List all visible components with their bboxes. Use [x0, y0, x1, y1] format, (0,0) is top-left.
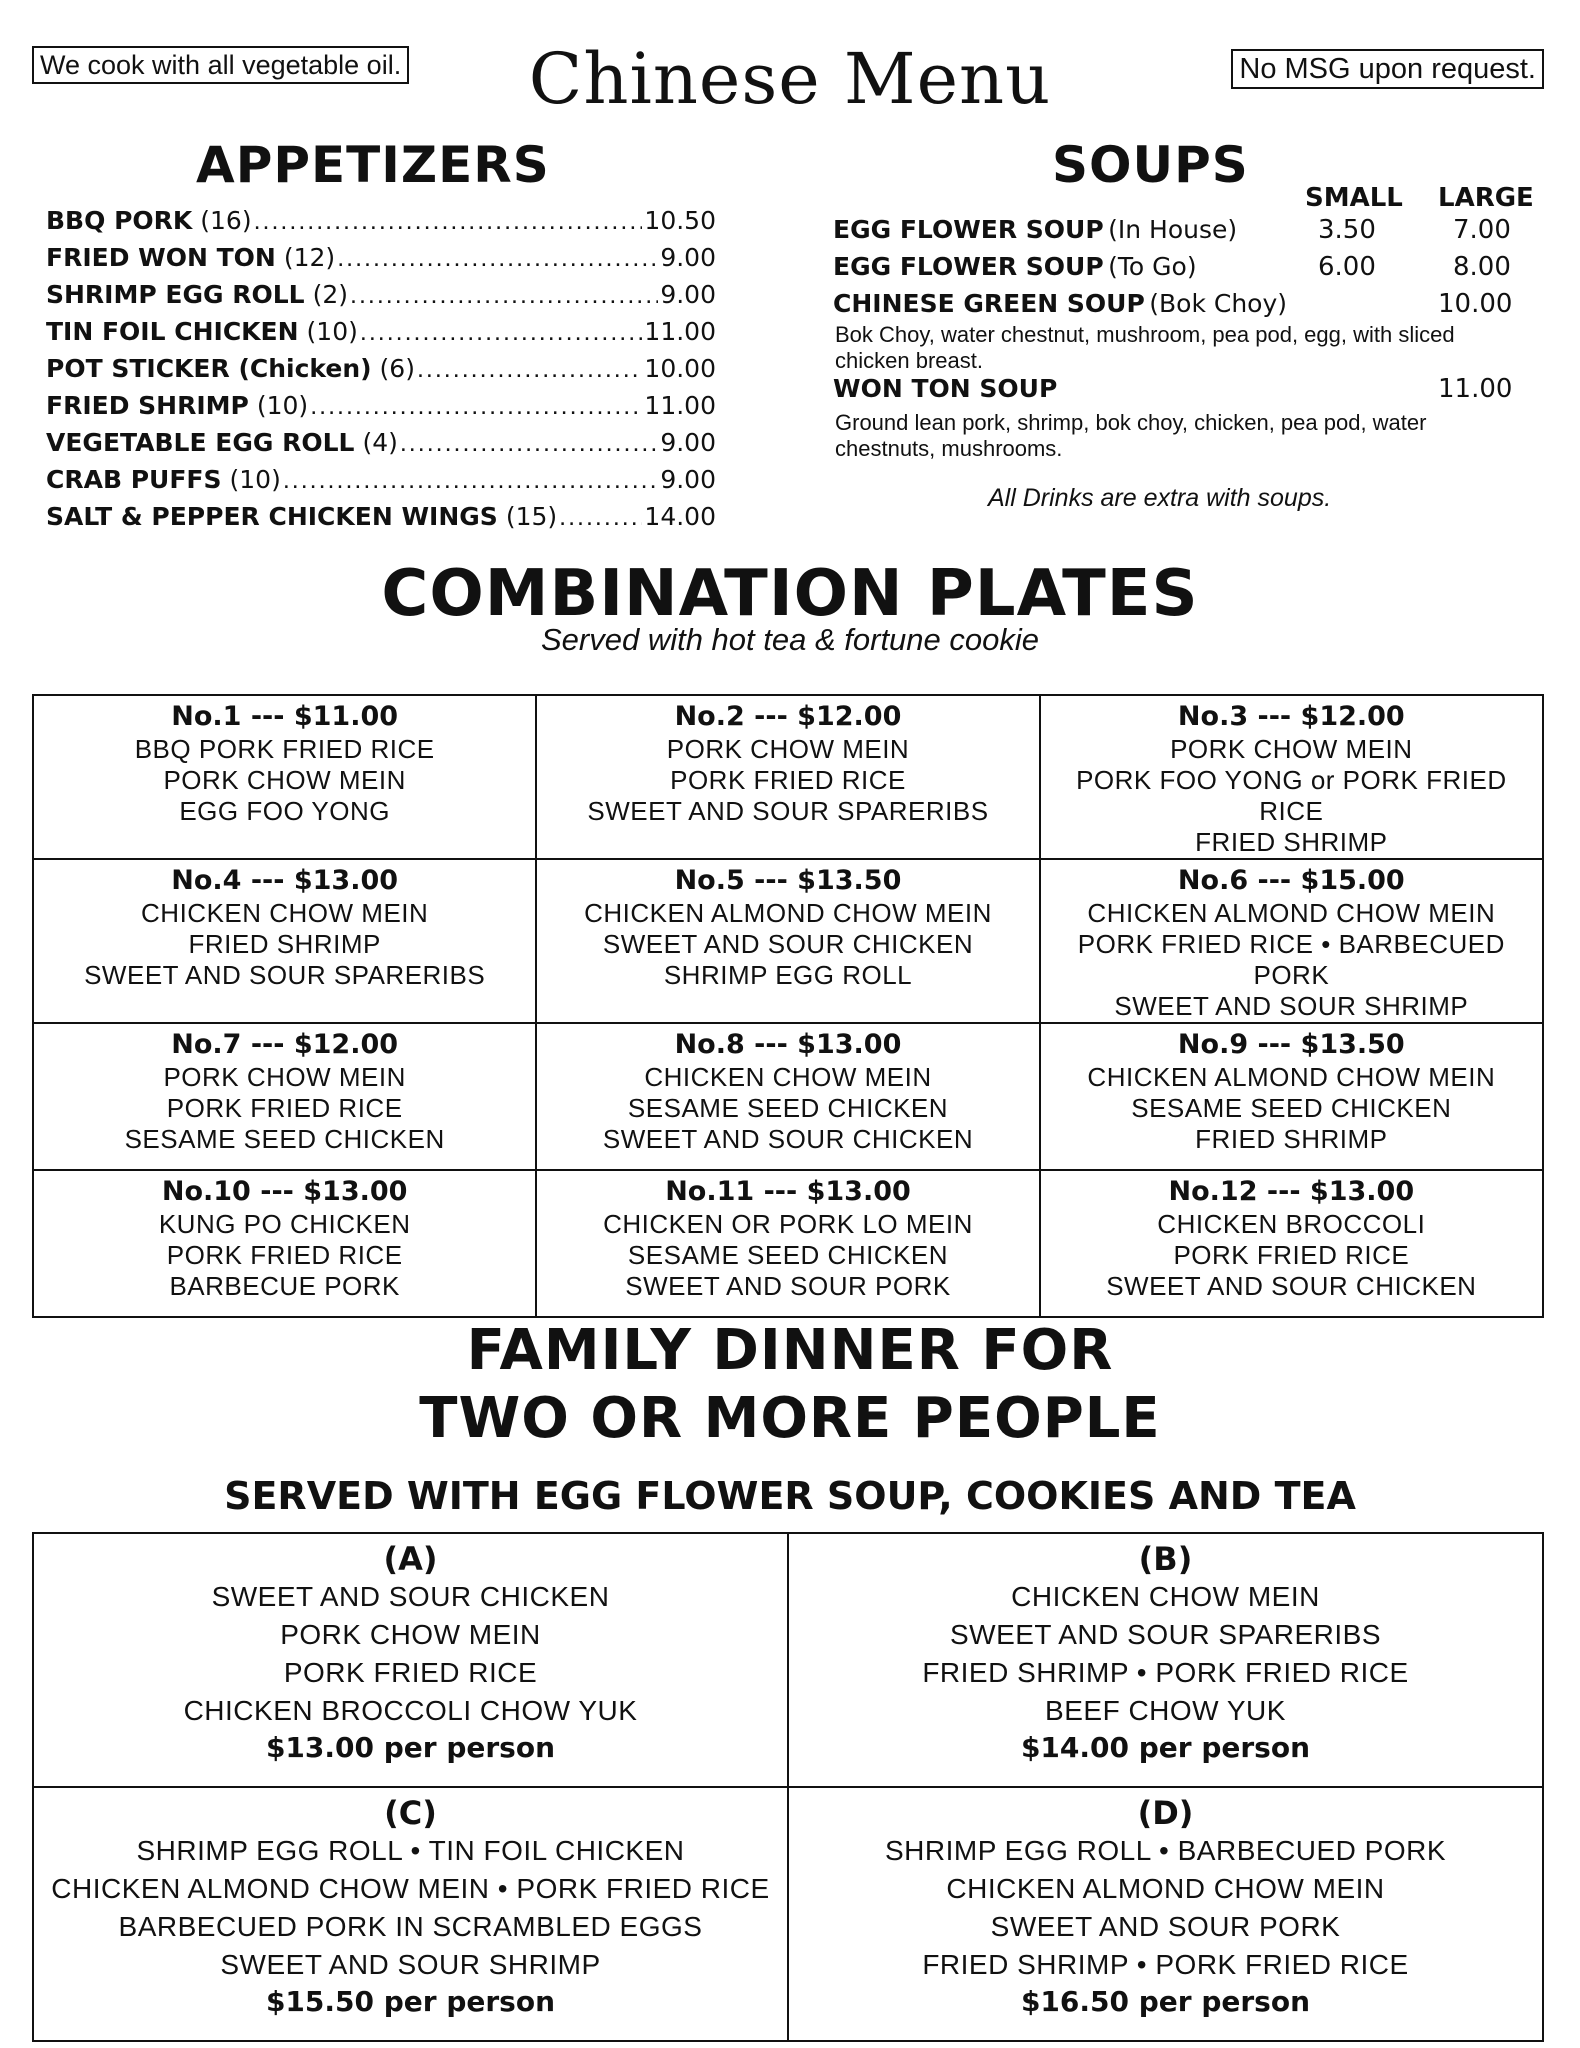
combo-item: SESAME SEED CHICKEN [627, 1093, 949, 1123]
combo-title: No.3 --- $12.00 [1177, 701, 1405, 732]
combo-plate [33, 859, 536, 1023]
appetizers-heading: APPETIZERS [196, 136, 550, 194]
dinner-item: SWEET AND SOUR SHRIMP [220, 1949, 601, 1980]
combo-item: SESAME SEED CHICKEN [627, 1240, 949, 1270]
appetizer-name: POT STICKER (Chicken) [46, 354, 372, 383]
appetizer-row [46, 317, 716, 354]
appetizer-qty: (12) [283, 243, 336, 272]
dot-leader [254, 207, 643, 236]
soup-row [833, 289, 1533, 319]
combo-item: KUNG PO CHICKEN [158, 1209, 411, 1239]
combo-title: No.5 --- $13.50 [674, 865, 902, 896]
dinner-item: PORK FRIED RICE [283, 1657, 538, 1688]
no-msg-note: No MSG upon request. [1231, 49, 1544, 89]
combo-item: SESAME SEED CHICKEN [1131, 1093, 1452, 1123]
large-column-header: LARGE [1438, 183, 1534, 213]
appetizer-qty: (10) [229, 465, 281, 494]
combo-item: PORK FRIED RICE [166, 1240, 403, 1270]
combo-title: No.8 --- $13.00 [674, 1029, 902, 1060]
appetizer-list [46, 206, 716, 539]
combo-title: No.12 --- $13.00 [1168, 1176, 1415, 1207]
combo-item: PORK FRIED RICE [166, 1093, 403, 1123]
combo-item: FRIED SHRIMP [1195, 827, 1388, 857]
dinner-price: $15.50 per person [265, 1985, 556, 2018]
dinner-label: (C) [384, 1794, 437, 1832]
appetizer-name: CRAB PUFFS [46, 465, 222, 494]
appetizer-price: 11.00 [644, 317, 716, 346]
appetizer-price: 14.00 [644, 502, 716, 531]
combination-subheading: Served with hot tea & fortune cookie [540, 622, 1039, 657]
combo-title: No.1 --- $11.00 [171, 701, 399, 732]
small-column-header: SMALL [1305, 183, 1403, 213]
appetizer-price: 9.00 [660, 465, 716, 494]
dinner-label: (A) [383, 1540, 438, 1578]
appetizer-row [46, 465, 716, 502]
soup-large-price: 8.00 [1453, 252, 1511, 282]
family-dinner [788, 1787, 1543, 2041]
dinner-item: SWEET AND SOUR CHICKEN [211, 1581, 610, 1612]
soup-price: 10.00 [1438, 289, 1513, 319]
dot-leader [417, 355, 642, 384]
dinner-item: CHICKEN ALMOND CHOW MEIN • PORK FRIED RICE [51, 1873, 770, 1904]
appetizer-name: VEGETABLE EGG ROLL [46, 428, 355, 457]
combo-item: PORK CHOW MEIN [163, 765, 406, 795]
combo-title: No.7 --- $12.00 [171, 1029, 399, 1060]
combo-item: BBQ PORK FRIED RICE [134, 734, 435, 764]
appetizer-row [46, 243, 716, 280]
combo-item: SWEET AND SOUR SPARERIBS [587, 796, 989, 826]
combo-item: CHICKEN OR PORK LO MEIN [603, 1209, 973, 1239]
appetizer-qty: (4) [362, 428, 398, 457]
appetizer-qty: (2) [312, 280, 348, 309]
combo-item: SESAME SEED CHICKEN [124, 1124, 445, 1154]
combo-plate [536, 859, 1039, 1023]
family-dinner-grid [32, 1532, 1544, 2042]
family-dinner [33, 1787, 788, 2041]
family-dinner [33, 1533, 788, 1787]
combo-item: PORK FRIED RICE [670, 765, 906, 795]
combo-item: SWEET AND SOUR CHICKEN [602, 929, 974, 959]
combo-item: PORK FOO YONG or PORK FRIED RICE [1076, 765, 1507, 826]
appetizer-name: BBQ PORK [46, 206, 193, 235]
appetizer-price: 11.00 [644, 391, 716, 420]
appetizer-price: 9.00 [660, 428, 716, 457]
vegetable-oil-note: We cook with all vegetable oil. [32, 46, 409, 84]
dinner-item: FRIED SHRIMP • PORK FRIED RICE [922, 1657, 1409, 1688]
soup-price: 11.00 [1438, 374, 1513, 404]
combo-title: No.4 --- $13.00 [171, 865, 399, 896]
soup-row [833, 215, 1533, 245]
dot-leader [283, 466, 659, 495]
combo-item: CHICKEN CHOW MEIN [141, 898, 429, 928]
dinner-price: $16.50 per person [1020, 1985, 1311, 2018]
combo-plate [1040, 859, 1543, 1023]
soup-row [833, 252, 1533, 282]
combo-plate [1040, 695, 1543, 859]
appetizer-price: 9.00 [660, 280, 716, 309]
appetizer-price: 9.00 [660, 243, 716, 272]
dinner-item: FRIED SHRIMP • PORK FRIED RICE [922, 1949, 1409, 1980]
dinner-item: CHICKEN BROCCOLI CHOW YUK [183, 1695, 638, 1726]
combo-item: CHICKEN ALMOND CHOW MEIN [1087, 1062, 1496, 1092]
soups-heading: SOUPS [1052, 136, 1249, 194]
soup-qualifier: (To Go) [1108, 252, 1197, 281]
combo-item: PORK CHOW MEIN [163, 1062, 406, 1092]
appetizer-qty: (6) [379, 354, 415, 383]
soup-description: Ground lean pork, shrimp, bok choy, chicken, pea pod, water chestnuts, mushrooms. [835, 410, 1427, 461]
combo-item: FRIED SHRIMP [188, 929, 381, 959]
dinner-item: SHRIMP EGG ROLL • TIN FOIL CHICKEN [136, 1835, 685, 1866]
appetizer-name: FRIED WON TON [46, 243, 276, 272]
dinner-item: BEEF CHOW YUK [1045, 1695, 1286, 1726]
appetizer-row [46, 354, 716, 391]
family-subheading: SERVED WITH EGG FLOWER SOUP, COOKIES AND TEA [224, 1474, 1356, 1518]
dinner-price: $13.00 per person [265, 1731, 556, 1764]
soup-large-price: 7.00 [1453, 215, 1511, 245]
appetizer-name: SALT & PEPPER CHICKEN WINGS [46, 502, 498, 531]
combo-item: SWEET AND SOUR CHICKEN [1106, 1271, 1477, 1301]
combo-plate [33, 1023, 536, 1170]
soup-name: EGG FLOWER SOUP [833, 215, 1104, 244]
combo-title: No.6 --- $15.00 [1177, 865, 1405, 896]
soup-small-price: 3.50 [1318, 215, 1376, 245]
combo-item: CHICKEN ALMOND CHOW MEIN [584, 898, 992, 928]
appetizer-row [46, 280, 716, 317]
combo-plate [536, 1170, 1039, 1317]
soup-row [833, 374, 1533, 404]
menu-title: Chinese Menu [528, 38, 1052, 120]
combo-item: BARBECUE PORK [169, 1271, 400, 1301]
drinks-note: All Drinks are extra with soups. [988, 484, 1332, 512]
family-heading-line2: TWO OR MORE PEOPLE [419, 1386, 1161, 1451]
combo-plate [536, 695, 1039, 859]
soup-qualifier: (In House) [1108, 215, 1238, 244]
dinner-item: SHRIMP EGG ROLL • BARBECUED PORK [884, 1835, 1447, 1866]
appetizer-qty: (15) [505, 502, 558, 531]
combination-grid [32, 694, 1544, 1318]
appetizer-qty: (10) [256, 391, 309, 420]
combo-item: CHICKEN CHOW MEIN [644, 1062, 932, 1092]
combo-item: SWEET AND SOUR SHRIMP [1114, 991, 1469, 1021]
dot-leader [310, 392, 642, 421]
combo-title: No.2 --- $12.00 [674, 701, 902, 732]
dinner-label: (D) [1137, 1794, 1194, 1832]
combination-heading: COMBINATION PLATES [381, 557, 1199, 631]
combo-item: FRIED SHRIMP [1195, 1124, 1388, 1154]
combo-item: EGG FOO YONG [179, 796, 390, 826]
dinner-item: CHICKEN CHOW MEIN [1011, 1581, 1320, 1612]
combo-item: PORK CHOW MEIN [1170, 734, 1413, 764]
dinner-item: SWEET AND SOUR PORK [990, 1911, 1341, 1942]
combo-title: No.10 --- $13.00 [161, 1176, 408, 1207]
soup-description: Bok Choy, water chestnut, mushroom, pea pod, egg, with sliced chicken breast. [835, 322, 1455, 373]
dot-leader [559, 503, 642, 532]
dinner-price: $14.00 per person [1020, 1731, 1311, 1764]
appetizer-name: FRIED SHRIMP [46, 391, 249, 420]
combo-title: No.9 --- $13.50 [1177, 1029, 1405, 1060]
appetizer-row [46, 391, 716, 428]
dinner-item: BARBECUED PORK IN SCRAMBLED EGGS [118, 1911, 703, 1942]
dinner-item: CHICKEN ALMOND CHOW MEIN [946, 1873, 1385, 1904]
appetizer-name: TIN FOIL CHICKEN [46, 317, 299, 346]
appetizer-name: SHRIMP EGG ROLL [46, 280, 305, 309]
combo-item: CHICKEN ALMOND CHOW MEIN [1087, 898, 1496, 928]
family-dinner [788, 1533, 1543, 1787]
dot-leader [400, 429, 658, 458]
combo-item: SWEET AND SOUR SPARERIBS [84, 960, 486, 990]
dinner-item: PORK CHOW MEIN [280, 1619, 541, 1650]
combo-item: SWEET AND SOUR PORK [625, 1271, 951, 1301]
dot-leader [350, 281, 658, 310]
appetizer-row [46, 502, 716, 539]
soup-name: WON TON SOUP [833, 374, 1058, 403]
family-heading-line1: FAMILY DINNER FOR [466, 1318, 1114, 1383]
combo-item: SWEET AND SOUR CHICKEN [602, 1124, 974, 1154]
dinner-label: (B) [1138, 1540, 1193, 1578]
combo-item: PORK FRIED RICE [1173, 1240, 1410, 1270]
soup-small-price: 6.00 [1318, 252, 1376, 282]
combo-title: No.11 --- $13.00 [665, 1176, 911, 1207]
combo-item: CHICKEN BROCCOLI [1157, 1209, 1426, 1239]
combo-plate [33, 695, 536, 859]
appetizer-qty: (10) [306, 317, 358, 346]
dot-leader [337, 244, 658, 273]
appetizer-price: 10.00 [644, 354, 716, 383]
appetizer-price: 10.50 [644, 206, 716, 235]
combo-plate [33, 1170, 536, 1317]
soup-qualifier: (Bok Choy) [1149, 289, 1288, 318]
appetizer-qty: (16) [200, 206, 252, 235]
combo-item: PORK FRIED RICE • BARBECUED PORK [1077, 929, 1505, 990]
combo-plate [1040, 1170, 1543, 1317]
dinner-item: SWEET AND SOUR SPARERIBS [949, 1619, 1382, 1650]
appetizer-row [46, 428, 716, 465]
combo-plate [1040, 1023, 1543, 1170]
soup-name: CHINESE GREEN SOUP [833, 289, 1145, 318]
dot-leader [360, 318, 643, 347]
combo-item: SHRIMP EGG ROLL [663, 960, 913, 990]
combo-plate [536, 1023, 1039, 1170]
appetizer-row [46, 206, 716, 243]
combo-item: PORK CHOW MEIN [666, 734, 910, 764]
soup-name: EGG FLOWER SOUP [833, 252, 1104, 281]
